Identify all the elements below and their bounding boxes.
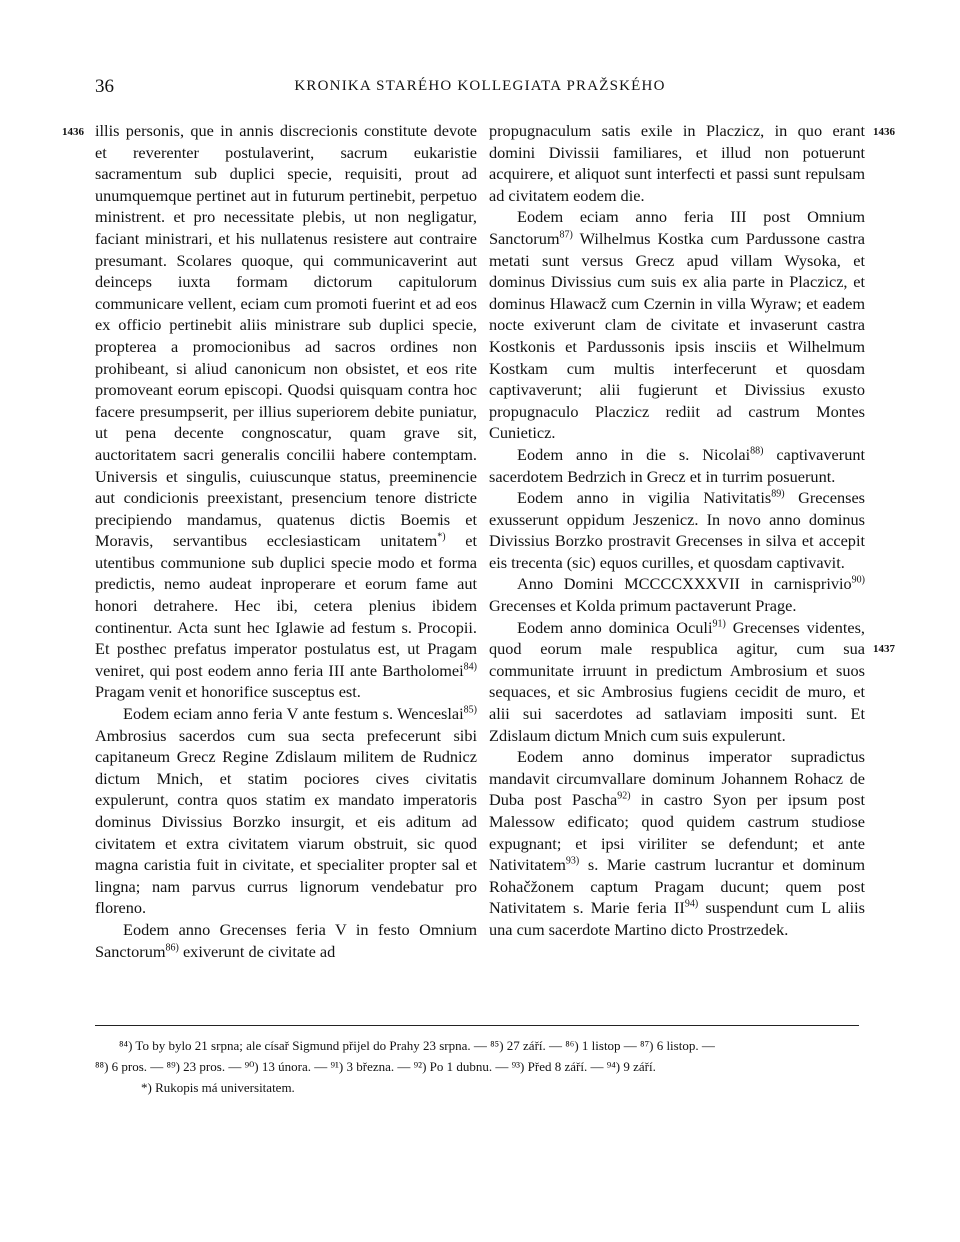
paragraph: Eodem anno dominica Oculi$^{91)}$ Grecenses videntes, quod eorum male respublica agitur, cum sua communitate irruunt in predictum Ambrosium et suos sequaces, et sic Ambrosius fugiens cecidit de muro, et alii sui sacerdotes ad satlaviam impositi sunt. Et Zdislaum dictum Mnich cum suis expulerunt. [489,617,865,745]
paragraph: Eodem anno dominus imperator supradictus mandavit circumvallare dominum Johannem Rohacz de Duba post Pascha$^{92)}$ in castro Syon per ipsum post Malessow edificato; quod quidem castrum studiose expugnant; et ipsi viriliter se defendunt; et ante Nativitatem$^{93)}$ s. Marie castrum lucrantur et dominum Rohačžonem captum Pragam ducunt; quem post Nativitatem s. Marie feria II$^{94)}$ suspendunt cum L aliis una cum sacerdote Martino dicto Prostrzedek. [489,747,865,939]
running-head: KRONIKA STARÉHO KOLLEGIATA PRAŽSKÉHO [294,78,666,94]
footnote-line: ⁸⁸) 6 pros. — ⁸⁹) 23 pros. — ⁹⁰) 13 února. — ⁹¹) 3 března. — ⁹²) Po 1 dubnu. — ⁹³) Před 8 září. — ⁹⁴) 9 září. [95,1059,656,1074]
paragraph: propugnaculum satis exile in Placzicz, in quo erant domini Divissii familiares, et illud non potuerunt acquirere, et aliquot sunt interfecti et passi sunt repulsam ad civitatem eodem die. [489,121,865,205]
margin-year-left: 1436 [62,126,84,138]
footnote-line: ⁸⁴) To by bylo 21 srpna; ale císař Sigmund přijel do Prahy 23 srpna. — ⁸⁵) 27 září. — ⁸⁶) 1 listop — ⁸⁷) 6 listop. — [119,1038,715,1053]
margin-year-right-1437: 1437 [873,643,895,655]
paragraph: Eodem anno Grecenses feria V in festo Omnium Sanctorum$^{86)}$ exiverunt de civitate ad [95,919,477,961]
footnote-rule [95,1025,859,1026]
paragraph: Eodem eciam anno feria III post Omnium Sanctorum$^{87)}$ Wilhelmus Kostka cum Pardussone castra metati sunt versus Grecz apud villam Wysoka, et dominus Divissius cum suis ex alia parte in Placzicz, et dominus Hlawacž cum Czernin in villa Wyraw; et eadem nocte exiverunt clam de civitate et invaserunt castra Kostkonis et Pardussonis ipsis insciis et Wilhelmum Kostkam cum multis interfecerunt et quosdam captivaverunt; alii fugierunt et Divissius exusto propugnaculo Placzicz rediit ad castrum Montes Cunieticz. [489,207,865,443]
paragraph: Eodem anno in vigilia Nativitatis$^{89)}$ Grecenses exusserunt oppidum Jeszenicz. In novo anno dominus Divissius Borzko prostravit Grecenses in silva et accepit eis trecenta (sic) equos curilles, et quosdam captivavit. [489,488,866,572]
page-number: 36 [95,76,114,97]
paragraph: Eodem eciam anno feria V ante festum s. Wenceslai$^{85)}$ Ambrosius sacerdos cum sua secta prefecerunt sibi capitaneum Grecz Regine Zdislaum militem de Rudnicz dictum Mnich, et statim pociores cives civitatis expulerunt, contra quos statim ex mandato imperatoris dominus Divissius Borzko insurgit, et eis aditum ad civitatem et extra civitatem viarum obstruit, sic quod magna caristia fuit in civitate, et specialiter propter sal et lingna; nam parvus currus lignorum vendebatur pro floreno. [95,704,477,918]
margin-year-right: 1436 [873,126,895,138]
page-header [95,70,865,106]
right-column [489,120,865,941]
footnotes [95,1035,865,1098]
paragraph: illis personis, que in annis discrecionis constitute devote et reverenter postulaverint, sacrum eukaristie sacramentum sub duplici specie, requisiti, prout ad unumquemque pertinet aut in futurum pertinebit, perpetuo ministrent. et pro necessitate plebis, ut non negligatur, faciant ministrari, et his nullatenus resistere aut contraire presumant. Scolares quoque, qui communicaverint aut deinceps iuxta formam dictorum capitulorum communicare vellent, eciam cum promoti fuerint et ad eos ex officio pertinebit aliis ministrare sub duplici specie, propterea a promocionibus ad sacros ordines non prohibeant, si aliud canonicum non obsistet, et eos rite promoveant eorum episcopi. Quodsi quisquam contra hoc facere presumpserit, per illius superiorem debite puniatur, ut pena decente congnoscatur, quam grave sit, auctoritatem sacri generalis concilii habere contemptam. Universis et singulis, cuiuscunque status, preeminencie aut condicionis preexistant, presencium tenore districte precipiendo mandamus, quatenus dictis Boemis et Moravis, servantibus ecclesiasticam unitatem*) et utentibus communione sub duplici specie modo et forma predictis, nemo audeat inproperare et eorum fame aut honori detrahere. Hec ibi, cetera plenius ibidem continentur. Acta sunt hec Iglawie ad festum s. Procopii. Et posthec prefatus imperator postulatus est, ut Pragam veniret, qui post eodem anno feria III ante Bartholomei$^{84)}$ Pragam venit et honorifice susceptus est. [95,121,477,702]
left-column [95,120,477,962]
paragraph: Eodem anno in die s. Nicolai$^{88)}$ captivaverunt sacerdotem Bedrzich in Grecz et in turrim posuerunt. [489,444,866,486]
footnote-line: *) Rukopis má universitatem. [141,1080,295,1095]
paragraph: Anno Domini MCCCCXXXVII in carnisprivio$^{90)}$ Grecenses et Kolda primum pactaverunt Prage. [489,574,865,616]
